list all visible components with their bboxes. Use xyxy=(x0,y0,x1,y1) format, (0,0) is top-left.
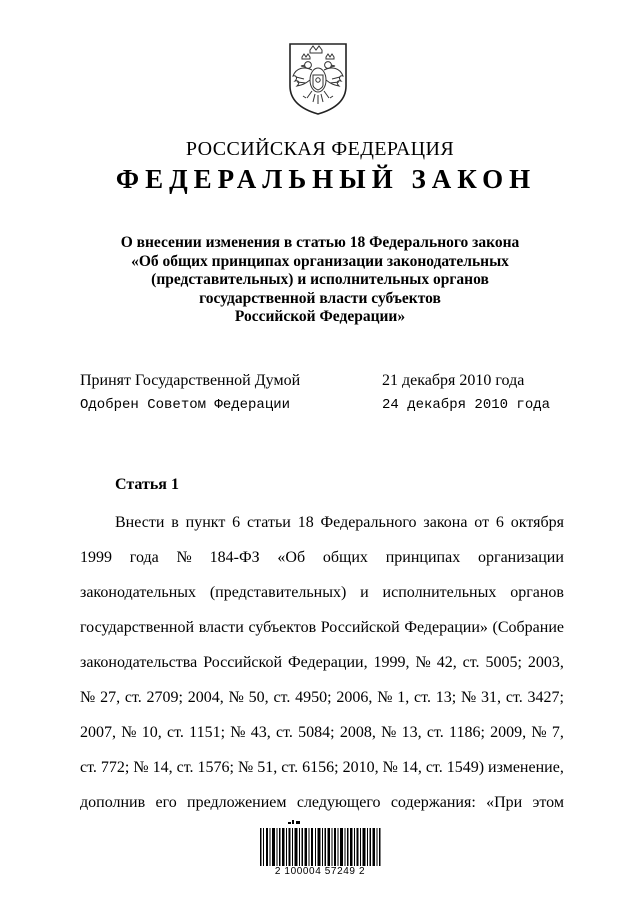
article-line: законодательства Российской Федерации, 1999, № 42, ст. 5005; 2003, xyxy=(80,654,564,671)
adoption-date: 24 декабря 2010 года xyxy=(382,397,551,413)
article-line: законодательных (представительных) и исполнительных органов xyxy=(80,584,564,601)
article-line: дополнив его предложением следующего содержания: «При этом xyxy=(80,794,564,811)
article-line: 1999 года № 184-ФЗ «Об общих принципах организации xyxy=(80,549,564,566)
adoption-label: Одобрен Советом Федерации xyxy=(80,397,291,413)
law-title-line: государственной власти субъектов xyxy=(199,289,441,307)
article-line: государственной власти субъектов Российской Федерации» (Собрание xyxy=(80,619,564,636)
article-line: № 27, ст. 2709; 2004, № 50, ст. 4950; 2006, № 1, ст. 13; № 31, ст. 3427; xyxy=(80,689,564,706)
article-line: ст. 772; № 14, ст. 1576; № 51, ст. 6156; 2010, № 14, ст. 1549) изменение, xyxy=(80,759,564,776)
law-title-line: О внесении изменения в статью 18 Федерального закона xyxy=(120,234,520,251)
article-heading: Статья 1 xyxy=(115,476,179,493)
law-title xyxy=(80,234,560,327)
country-name: РОССИЙСКАЯ ФЕДЕРАЦИЯ xyxy=(185,138,455,160)
document-type-heading: ФЕДЕРАЛЬНЫЙ ЗАКОН xyxy=(115,164,537,194)
article-body xyxy=(80,505,564,820)
adoption-date: 21 декабря 2010 года xyxy=(382,372,525,389)
law-title-line: (представительных) и исполнительных органов xyxy=(151,271,489,288)
law-title-line: Российской Федерации» xyxy=(234,308,406,325)
article-line: Внести в пункт 6 статьи 18 Федерального закона от 6 октября xyxy=(115,514,564,531)
coat-of-arms-icon xyxy=(286,40,350,116)
adoption-label: Принят Государственной Думой xyxy=(80,372,301,389)
law-title-line: «Об общих принципах организации законодательных xyxy=(131,252,509,270)
barcode-number: 2 100004 57249 2 xyxy=(258,866,382,877)
article-line: 2007, № 10, ст. 1151; № 43, ст. 5084; 2008, № 13, ст. 1186; 2009, № 7, xyxy=(80,724,564,741)
